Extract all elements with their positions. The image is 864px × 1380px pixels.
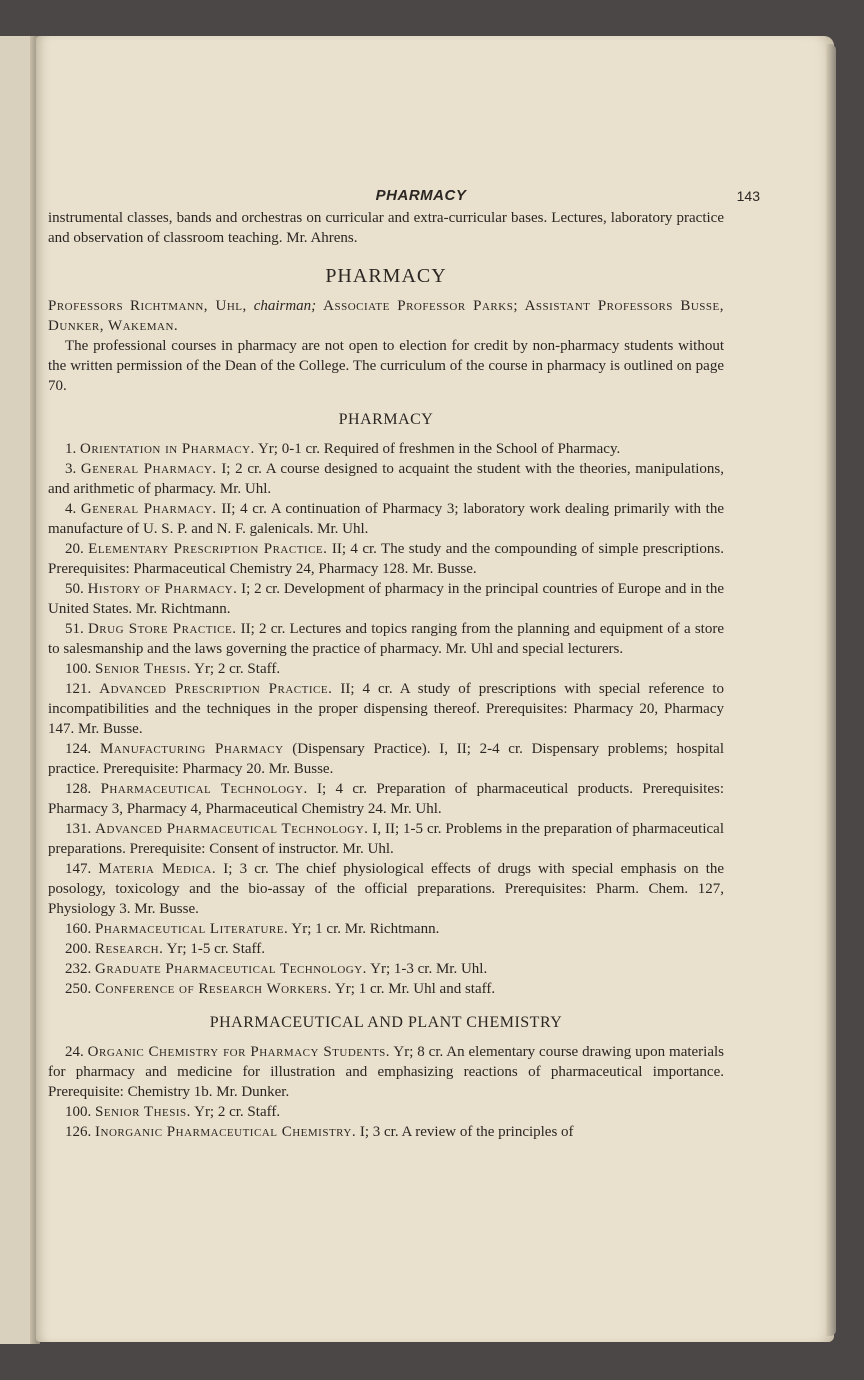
course-entry xyxy=(48,739,724,779)
running-head-title: PHARMACY xyxy=(375,187,467,204)
course-details: Yr; 1 cr. Mr. Richtmann. xyxy=(291,921,440,937)
course-number: 100. xyxy=(65,661,92,677)
course-entry xyxy=(48,659,724,679)
course-title: Materia Medica. xyxy=(98,861,217,877)
course-title: History of Pharmacy. xyxy=(87,581,238,597)
course-details: Yr; 1 cr. Mr. Uhl and staff. xyxy=(334,981,496,997)
course-number: 24. xyxy=(65,1044,84,1060)
course-number: 51. xyxy=(65,621,84,637)
course-number: 1. xyxy=(65,441,77,457)
course-number: 126. xyxy=(65,1124,92,1140)
course-entry xyxy=(48,859,724,919)
course-details: II; 4 cr. The study and the compounding of simple prescriptions. Prerequisites: Pharmaceutical Chemistry 24, Pharmacy 128. Mr. Busse. xyxy=(48,541,725,577)
course-entry xyxy=(48,779,724,819)
course-entry xyxy=(48,1102,724,1122)
course-number: 4. xyxy=(65,501,77,517)
course-details: Yr; 2 cr. Staff. xyxy=(194,1104,281,1120)
course-entry xyxy=(48,439,724,459)
course-details: I; 2 cr. Development of pharmacy in the principal countries of Europe and in the United States. Mr. Richtmann. xyxy=(48,581,725,617)
course-details: II; 4 cr. A continuation of Pharmacy 3; laboratory work dealing primarily with the manufacture of U. S. P. and N. F. galenicals. Mr. Uhl. xyxy=(48,501,724,537)
course-entry xyxy=(48,919,724,939)
course-details: Yr; 8 cr. An elementary course drawing upon materials for pharmacy and medicine for illustration and emphasizing reactions of pharmaceutical importance. Prerequisite: Chemistry 1b. Mr. Dunker. xyxy=(48,1044,725,1100)
course-title: Senior Thesis. xyxy=(95,1104,191,1120)
continued-paragraph: instrumental classes, bands and orchestras on curricular and extra-curricular bases. Lectures, laboratory practice and observation of classroom teaching. Mr. Ahrens. xyxy=(48,210,724,246)
course-title: Pharmaceutical Technology. xyxy=(100,781,308,797)
course-title: Organic Chemistry for Pharmacy Students. xyxy=(87,1044,391,1060)
course-entry xyxy=(48,619,724,659)
course-entry xyxy=(48,459,724,499)
course-number: 100. xyxy=(65,1104,92,1120)
course-entry xyxy=(48,1042,724,1102)
course-details: I; 4 cr. Preparation of pharmaceutical products. Prerequisites: Pharmacy 3, Pharmacy 4, Pharmaceutical Chemistry 24. Mr. Uhl. xyxy=(48,781,724,817)
course-title: Senior Thesis. xyxy=(95,661,191,677)
course-entry xyxy=(48,939,724,959)
chairman-label: chairman; xyxy=(253,298,317,314)
course-title: Inorganic Pharmaceutical Chemistry. xyxy=(95,1124,357,1140)
course-number: 200. xyxy=(65,941,92,957)
course-title: Manufacturing Pharmacy xyxy=(99,741,284,757)
course-entry xyxy=(48,1122,724,1142)
course-title: Research. xyxy=(95,941,164,957)
course-details: Yr; 1-5 cr. Staff. xyxy=(166,941,266,957)
course-details: Yr; 0-1 cr. Required of freshmen in the School of Pharmacy. xyxy=(257,441,621,457)
course-entry xyxy=(48,499,724,539)
course-number: 160. xyxy=(65,921,92,937)
associate-faculty: Associate Professor Parks; Assistant Professors Busse, Dunker, Wakeman. xyxy=(48,298,725,334)
course-number: 147. xyxy=(65,861,92,877)
course-number: 128. xyxy=(65,781,92,797)
course-title: Graduate Pharmaceutical Technology. xyxy=(95,961,367,977)
course-details: II; 4 cr. A study of prescriptions with special reference to incompatibilities and the techniques in the proper dispensing thereof. Prerequisites: Pharmacy 20, Pharmacy 147. Mr. Busse. xyxy=(48,681,724,737)
course-entry xyxy=(48,579,724,619)
course-entry xyxy=(48,819,724,859)
chemistry-course-list xyxy=(48,1042,724,1142)
course-number: 232. xyxy=(65,961,92,977)
course-title: General Pharmacy. xyxy=(80,501,217,517)
course-details: Yr; 1-3 cr. Mr. Uhl. xyxy=(370,961,488,977)
course-number: 124. xyxy=(65,741,92,757)
section-intro: The professional courses in pharmacy are not open to election for credit by non-pharmacy students without the written permission of the Dean of the College. The curriculum of the course in pharmacy is outlined on page 70. xyxy=(48,338,724,394)
course-title: Advanced Pharmaceutical Technology. xyxy=(95,821,369,837)
page-text xyxy=(48,208,724,1142)
course-title: Elementary Prescription Practice. xyxy=(88,541,328,557)
chemistry-heading: PHARMACEUTICAL AND PLANT CHEMISTRY xyxy=(209,1014,563,1031)
course-entry xyxy=(48,979,724,999)
page-edge xyxy=(826,44,836,1336)
page-number: 143 xyxy=(736,188,760,204)
course-details: I, II; 1-5 cr. Problems in the preparation of pharmaceutical preparations. Prerequisite: Consent of instructor. Mr. Uhl. xyxy=(48,821,725,857)
course-title: Pharmaceutical Literature. xyxy=(95,921,289,937)
section-title: PHARMACY xyxy=(325,265,447,287)
course-entry xyxy=(48,539,724,579)
pharmacy-course-list xyxy=(48,439,724,999)
course-number: 121. xyxy=(65,681,92,697)
course-number: 131. xyxy=(65,821,92,837)
course-details: I; 3 cr. A review of the principles of xyxy=(359,1124,574,1140)
professors-label: Professors xyxy=(48,298,124,314)
professors-names: Richtmann, Uhl, xyxy=(130,298,247,314)
course-entry xyxy=(48,679,724,739)
pharmacy-heading: PHARMACY xyxy=(338,411,434,428)
course-number: 250. xyxy=(65,981,92,997)
course-details: (Dispensary Practice). I, II; 2-4 cr. Dispensary problems; hospital practice. Prerequisite: Pharmacy 20. Mr. Busse. xyxy=(48,741,724,777)
course-number: 3. xyxy=(65,461,77,477)
course-title: General Pharmacy. xyxy=(80,461,217,477)
course-entry xyxy=(48,959,724,979)
course-title: Conference of Research Workers. xyxy=(95,981,332,997)
course-details: I; 2 cr. A course designed to acquaint the student with the theories, manipulations, and arithmetic of pharmacy. Mr. Uhl. xyxy=(48,461,725,497)
course-details: II; 2 cr. Lectures and topics ranging from the planning and equipment of a store to salesmanship and the laws governing the practice of pharmacy. Mr. Uhl and special lecturers. xyxy=(48,621,725,657)
course-number: 20. xyxy=(65,541,84,557)
course-title: Drug Store Practice. xyxy=(87,621,237,637)
course-title: Advanced Prescription Practice. xyxy=(99,681,333,697)
course-title: Orientation in Pharmacy. xyxy=(80,441,255,457)
course-details: I; 3 cr. The chief physiological effects of drugs with special emphasis on the posology, toxicology and the bio-assay of the official preparations. Prerequisites: Pharm. Chem. 127, Physiology 3. Mr. Busse. xyxy=(48,861,725,917)
course-number: 50. xyxy=(65,581,84,597)
course-details: Yr; 2 cr. Staff. xyxy=(194,661,281,677)
faculty-listing xyxy=(48,296,724,336)
